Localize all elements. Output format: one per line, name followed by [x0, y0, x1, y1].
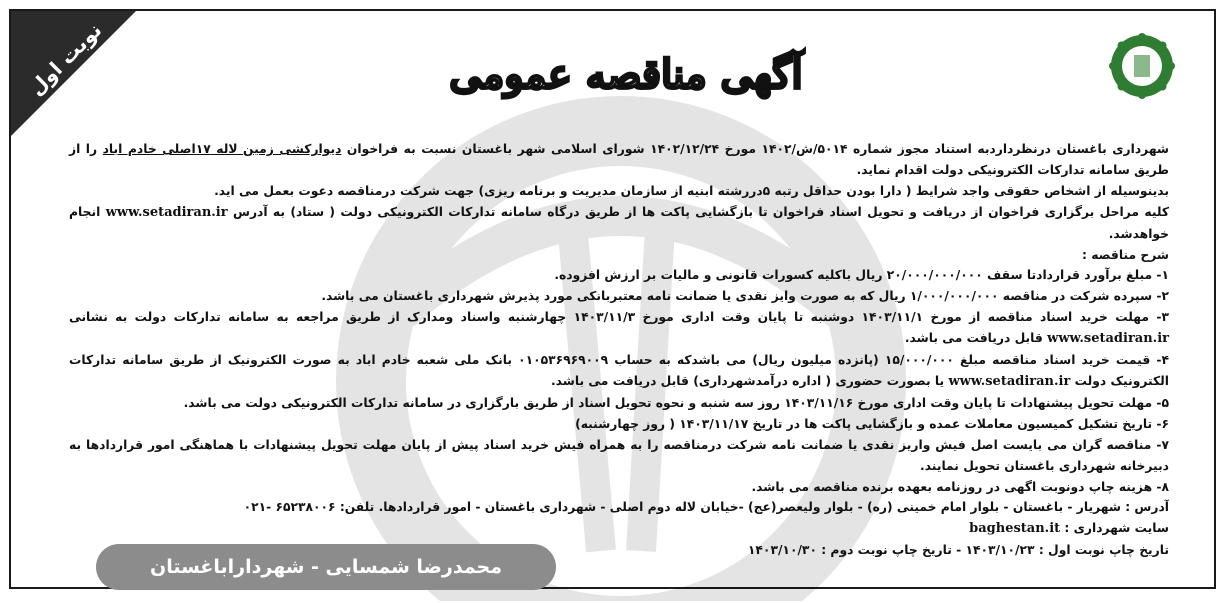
setad-link[interactable]: www.setadiran.ir — [948, 373, 1071, 389]
item-3: ۳- مهلت خرید اسناد مناقصه از مورخ ۱۴۰۳/۱۱/۱ دوشنبه تا پایان وقت اداری مورخ ۱۴۰۳/۱۱/۳ چهارشنبه واسناد ومدارک از طریق مراجعه به سامانه تدارکات دولت به نشانی www.setadiran.ir قابل دریافت می باشد. — [69, 310, 1170, 347]
address: آدرس : شهریار - باغستان - بلوار امام خمینی (ره) - بلوار ولیعصر(عج) -خیابان لاله دوم اصلی - شهرداری باغستان - امور قراردادها. تلفن: ۶۵۲۳۸۰۰۶ -۰۲۱ — [243, 500, 1169, 515]
website-line: سایت شهرداری : baghestan.it — [969, 521, 1169, 537]
invitation-paragraph: بدینوسیله از اشخاص حقوقی واجد شرایط ( دارا بودن حداقل رتبه ۵دررشته ابنیه از سازمان مدیریت و برنامه ریزی) جهت شرکت درمناقصه دعوت بعمل می اید. — [214, 183, 1169, 198]
item-4: ۴- قیمت خرید اسناد مناقصه مبلغ ۱۵/۰۰۰/۰۰۰ (پانزده میلیون ریال) می باشدکه به حساب ۰۱۰۵۳۶۹۶۹۰۰۹ بانک ملی شعبه خادم اباد به صورت الکترونیک از طریق سامانه تدارکات الکترونیک دولت www.setadiran.ir یا بصورت حضوری ( اداره درآمدشهرداری) قابل دریافت می باشد. — [69, 353, 1169, 389]
print-dates: تاریخ چاپ نوبت اول : ۱۴۰۳/۱۰/۲۳ - تاریخ چاپ نوبت دوم : ۱۴۰۳/۱۰/۳۰ — [747, 543, 1169, 558]
item-1: ۱- مبلغ برآورد قراردادتا سقف ۲۰/۰۰۰/۰۰۰/۰۰۰ ریال باکلیه کسورات قانونی و مالیات بر ارزش افزوده. — [554, 268, 1169, 283]
badge-corner — [11, 11, 136, 136]
item-8: ۸- هزینه چاپ دونوبت اگهی در روزنامه بعهده برنده مناقصه می باشد. — [751, 479, 1169, 494]
notice-body — [69, 139, 1169, 561]
item-7: ۷- مناقصه گران می بایست اصل فیش واریز نقدی یا ضمانت نامه شرکت درمناقصه را به همراه فیش خرید اسناد پیش از پایان مهلت تحویل پیشنهادات با هماهنگی امور قراردادها به دبیرخانه شهرداری باغستان تحویل نمایند. — [69, 437, 1169, 473]
item-2: ۲- سپرده شرکت در مناقصه ۱/۰۰۰/۰۰۰/۰۰۰ ریال که به صورت وایز نقدی یا ضمانت نامه معتبربانکی مورد پذیرش شهرداری باغستان می باشد. — [321, 289, 1169, 304]
setad-link[interactable]: www.setadiran.ir — [105, 204, 228, 220]
page-title: آگهی مناقصه عمومی — [449, 51, 803, 98]
item-5: ۵- مهلت تحویل پیشنهادات تا پایان وقت اداری مورخ ۱۴۰۳/۱۱/۱۶ روز سه شنبه و نحوه تحویل اسناد از طریق بارگزاری در سامانه تدارکات الکترونیکی دولت می باشد. — [183, 395, 1169, 410]
project-title: دیوارکشی زمین لاله ۱۷اصلی خادم اباد — [102, 142, 342, 156]
intro-paragraph: شهرداری باغستان درنظرداردبه استناد مجوز شماره ۵۰۱۴/ش/۱۴۰۲ مورخ ۱۴۰۲/۱۲/۲۴ شورای اسلامی شهر باغستان نسبت به فراخوان دیوارکشی زمین لاله ۱۷اصلی خادم اباد را از طریق سامانه تدارکات الکترونیکی دولت اقدام نماید. — [69, 142, 1170, 177]
insertion-badge: نوبت اول — [24, 17, 107, 101]
item-6: ۶- تاریخ تشکیل کمیسیون معاملات عمده و بازگشایی پاکت ها در تاریخ ۱۴۰۳/۱۱/۱۷ ( روز چهارشنبه) — [575, 416, 1169, 431]
issuer-name: شهرداری باغستان — [1056, 142, 1170, 156]
notice-frame — [9, 9, 1216, 589]
procedure-paragraph: کلیه مراحل برگزاری فراخوان از دریافت و تحویل اسناد فراخوان تا بازگشایی پاکت ها از طریق درگاه سامانه تدارکات الکترونیکی دولت ( ستاد) به آدرس www.setadiran.ir انجام خواهدشد. — [69, 204, 1170, 241]
municipality-website-link[interactable]: baghestan.it — [969, 521, 1061, 537]
setad-link[interactable]: www.setadiran.ir — [1047, 331, 1169, 347]
municipality-logo-icon — [1109, 33, 1175, 99]
description-title: شرح مناقصه : — [1082, 247, 1169, 262]
signature-banner: محمدرضا شمسایی - شهرداراباغستان — [96, 544, 556, 590]
